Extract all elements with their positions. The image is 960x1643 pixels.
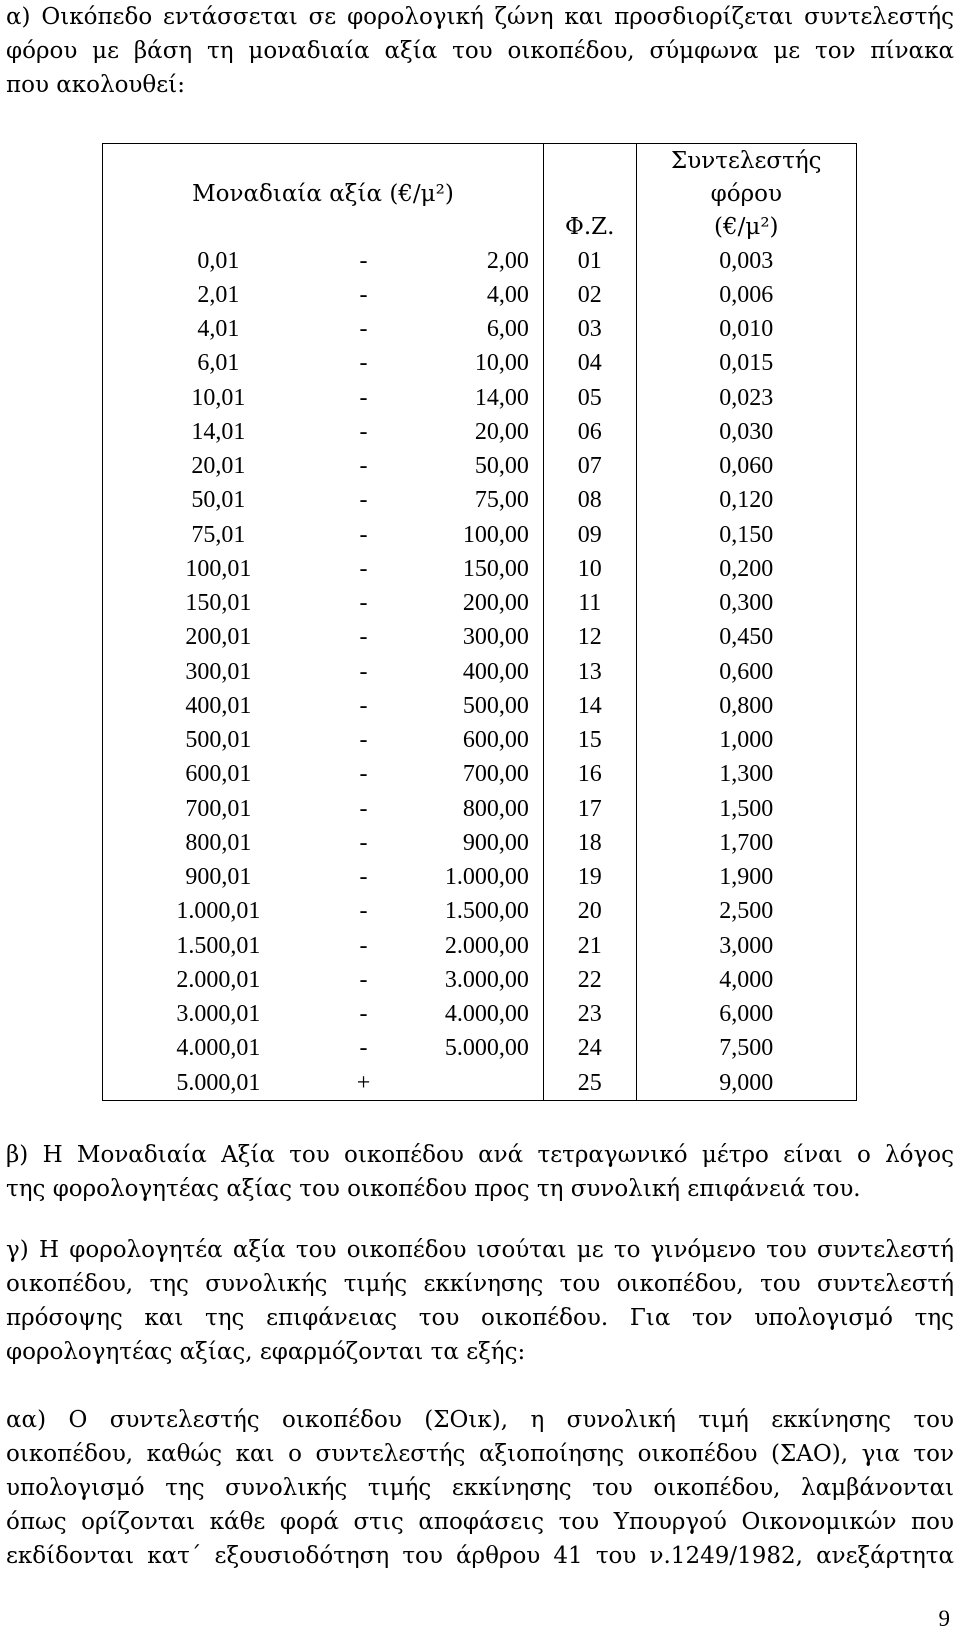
header-zone bbox=[543, 144, 636, 245]
cell-separator: - bbox=[359, 418, 368, 445]
cell-rate: 0,800 bbox=[636, 689, 856, 723]
table-row bbox=[103, 655, 857, 689]
cell-from: 0,01 bbox=[103, 244, 334, 278]
cell-zone: 23 bbox=[543, 998, 636, 1032]
cell-separator: - bbox=[359, 487, 368, 514]
cell-from: 600,01 bbox=[103, 758, 334, 792]
cell-rate: 0,450 bbox=[636, 621, 856, 655]
cell-zone: 24 bbox=[543, 1032, 636, 1066]
table-row bbox=[103, 998, 857, 1032]
cell-zone: 06 bbox=[543, 415, 636, 449]
cell-to: 100,00 bbox=[462, 521, 529, 548]
cell-zone: 11 bbox=[543, 587, 636, 621]
paragraph-aa-line: υπολογισμό της συνολικής τιμής εκκίνησης του οικοπέδου, λαμβάνονται bbox=[6, 1475, 954, 1501]
cell-zone: 21 bbox=[543, 929, 636, 963]
paragraph-b-line: β) Η Μοναδιαία Αξία του οικοπέδου ανά τετραγωνικό μέτρο είναι ο λόγος bbox=[6, 1142, 954, 1168]
cell-separator: + bbox=[334, 1066, 394, 1101]
cell-to: 700,00 bbox=[462, 761, 529, 788]
table-row bbox=[103, 381, 857, 415]
header-rate-line3: (€/μ²) bbox=[714, 213, 779, 240]
cell-to: 14,00 bbox=[474, 384, 529, 411]
cell-to: 3.000,00 bbox=[444, 966, 529, 993]
cell-rate: 1,700 bbox=[636, 826, 856, 860]
cell-zone: 15 bbox=[543, 724, 636, 758]
table-row bbox=[103, 792, 857, 826]
cell-rate: 0,200 bbox=[636, 552, 856, 586]
table-row bbox=[103, 278, 857, 312]
cell-rate: 0,120 bbox=[636, 484, 856, 518]
cell-zone: 17 bbox=[543, 792, 636, 826]
cell-from: 150,01 bbox=[103, 587, 334, 621]
paragraph-aa-line: οικοπέδου, καθώς και ο συντελεστής αξιοποίησης οικοπέδου (ΣΑΟ), για τον bbox=[6, 1441, 954, 1467]
cell-to bbox=[393, 1066, 543, 1101]
cell-rate: 0,023 bbox=[636, 381, 856, 415]
cell-zone: 04 bbox=[543, 347, 636, 381]
paragraph-c-line: πρόσοψης και της επιφάνειας του οικοπέδου. Για τον υπολογισμό της bbox=[6, 1305, 954, 1331]
header-rate bbox=[636, 144, 856, 245]
paragraph-a-line: α) Οικόπεδο εντάσσεται σε φορολογική ζώνη και προσδιορίζεται συντελεστής bbox=[6, 4, 954, 30]
header-unit-value-text: Μοναδιαία αξία (€/μ²) bbox=[192, 180, 454, 207]
header-rate-line2: φόρου bbox=[710, 180, 782, 207]
cell-rate: 0,010 bbox=[636, 313, 856, 347]
paragraph-aa-line: όπως ορίζονται κάθε φορά στις αποφάσεις του Υπουργού Οικονομικών που bbox=[6, 1509, 954, 1535]
cell-from: 2.000,01 bbox=[103, 963, 334, 997]
cell-separator: - bbox=[359, 966, 368, 993]
table-row bbox=[103, 1032, 857, 1066]
table-row bbox=[103, 621, 857, 655]
table-row bbox=[103, 484, 857, 518]
cell-rate: 0,060 bbox=[636, 450, 856, 484]
cell-to: 150,00 bbox=[462, 555, 529, 582]
cell-zone: 16 bbox=[543, 758, 636, 792]
table-row bbox=[103, 758, 857, 792]
cell-zone: 20 bbox=[543, 895, 636, 929]
cell-from: 3.000,01 bbox=[103, 998, 334, 1032]
cell-to: 10,00 bbox=[474, 350, 529, 377]
cell-separator: - bbox=[359, 590, 368, 617]
cell-separator: - bbox=[359, 1035, 368, 1062]
cell-to: 900,00 bbox=[462, 829, 529, 856]
table-row bbox=[103, 552, 857, 586]
table-row bbox=[103, 724, 857, 758]
cell-rate: 1,500 bbox=[636, 792, 856, 826]
cell-from: 6,01 bbox=[103, 347, 334, 381]
cell-rate: 1,300 bbox=[636, 758, 856, 792]
cell-separator: - bbox=[359, 864, 368, 891]
cell-rate: 0,006 bbox=[636, 278, 856, 312]
cell-separator: - bbox=[359, 316, 368, 343]
header-zone-text: Φ.Ζ. bbox=[565, 214, 615, 240]
cell-rate: 6,000 bbox=[636, 998, 856, 1032]
cell-separator: - bbox=[359, 658, 368, 685]
cell-separator: - bbox=[359, 829, 368, 856]
cell-to: 500,00 bbox=[462, 692, 529, 719]
cell-from: 800,01 bbox=[103, 826, 334, 860]
paragraph-aa-line: εκδίδονται κατ΄ εξουσιοδότηση του άρθρου 41 του ν.1249/1982, ανεξάρτητα bbox=[6, 1543, 954, 1569]
cell-zone: 22 bbox=[543, 963, 636, 997]
cell-rate: 0,015 bbox=[636, 347, 856, 381]
paragraph-aa-line: αα) Ο συντελεστής οικοπέδου (ΣΟικ), η συνολική τιμή εκκίνησης του bbox=[6, 1407, 954, 1433]
cell-separator: - bbox=[359, 453, 368, 480]
table-row bbox=[103, 518, 857, 552]
table-row bbox=[103, 347, 857, 381]
cell-rate: 7,500 bbox=[636, 1032, 856, 1066]
cell-separator: - bbox=[359, 624, 368, 651]
cell-to: 6,00 bbox=[486, 316, 529, 343]
cell-from: 10,01 bbox=[103, 381, 334, 415]
tax-rate-table bbox=[102, 143, 857, 1101]
cell-from: 1.000,01 bbox=[103, 895, 334, 929]
cell-from: 4.000,01 bbox=[103, 1032, 334, 1066]
cell-zone: 19 bbox=[543, 861, 636, 895]
cell-from: 200,01 bbox=[103, 621, 334, 655]
cell-from: 50,01 bbox=[103, 484, 334, 518]
paragraph-a-line: φόρου με βάση τη μοναδιαία αξία του οικοπέδου, σύμφωνα με τον πίνακα bbox=[6, 38, 954, 64]
paragraph-b-line: της φορολογητέας αξίας του οικοπέδου προς τη συνολική επιφάνειά του. bbox=[6, 1176, 861, 1202]
cell-to: 4,00 bbox=[486, 281, 529, 308]
paragraph-c-line: φορολογητέας αξίας, εφαρμόζονται τα εξής: bbox=[6, 1339, 526, 1365]
cell-to: 600,00 bbox=[462, 727, 529, 754]
cell-from: 14,01 bbox=[103, 415, 334, 449]
cell-from: 900,01 bbox=[103, 861, 334, 895]
cell-separator: - bbox=[359, 692, 368, 719]
cell-to: 400,00 bbox=[462, 658, 529, 685]
paragraph-aa bbox=[6, 1403, 954, 1573]
table-row bbox=[103, 1066, 857, 1101]
cell-to: 2.000,00 bbox=[444, 932, 529, 959]
table-body bbox=[103, 244, 857, 1101]
table-row bbox=[103, 895, 857, 929]
cell-to: 1.500,00 bbox=[444, 898, 529, 925]
cell-from: 700,01 bbox=[103, 792, 334, 826]
cell-separator: - bbox=[359, 727, 368, 754]
cell-zone: 08 bbox=[543, 484, 636, 518]
table-row bbox=[103, 450, 857, 484]
cell-rate: 1,000 bbox=[636, 724, 856, 758]
table-row bbox=[103, 313, 857, 347]
paragraph-c bbox=[6, 1233, 954, 1369]
cell-zone: 12 bbox=[543, 621, 636, 655]
cell-from: 20,01 bbox=[103, 450, 334, 484]
table-row bbox=[103, 689, 857, 723]
cell-zone: 02 bbox=[543, 278, 636, 312]
cell-zone: 01 bbox=[543, 244, 636, 278]
cell-separator: - bbox=[359, 281, 368, 308]
cell-separator: - bbox=[359, 384, 368, 411]
page-number: 9 bbox=[938, 1606, 950, 1631]
cell-from: 5.000,01 bbox=[103, 1066, 334, 1101]
cell-separator: - bbox=[359, 795, 368, 822]
table-row bbox=[103, 861, 857, 895]
table-row bbox=[103, 587, 857, 621]
cell-rate: 1,900 bbox=[636, 861, 856, 895]
cell-separator: - bbox=[359, 247, 368, 274]
cell-to: 5.000,00 bbox=[444, 1035, 529, 1062]
table-row bbox=[103, 963, 857, 997]
table-row bbox=[103, 826, 857, 860]
paragraph-a-line: που ακολουθεί: bbox=[6, 72, 185, 98]
cell-zone: 18 bbox=[543, 826, 636, 860]
paragraph-a bbox=[6, 0, 954, 102]
cell-separator: - bbox=[359, 521, 368, 548]
header-rate-line1: Συντελεστής bbox=[671, 147, 822, 174]
cell-from: 1.500,01 bbox=[103, 929, 334, 963]
paragraph-c-line: γ) Η φορολογητέα αξία του οικοπέδου ισούται με το γινόμενο του συντελεστή bbox=[6, 1237, 954, 1263]
cell-zone: 09 bbox=[543, 518, 636, 552]
cell-to: 2,00 bbox=[486, 247, 529, 274]
table-row bbox=[103, 929, 857, 963]
cell-from: 500,01 bbox=[103, 724, 334, 758]
cell-zone: 05 bbox=[543, 381, 636, 415]
cell-from: 100,01 bbox=[103, 552, 334, 586]
cell-separator: - bbox=[359, 350, 368, 377]
cell-to: 20,00 bbox=[474, 418, 529, 445]
cell-zone: 14 bbox=[543, 689, 636, 723]
cell-separator: - bbox=[359, 898, 368, 925]
cell-rate: 3,000 bbox=[636, 929, 856, 963]
cell-zone: 10 bbox=[543, 552, 636, 586]
table-row bbox=[103, 244, 857, 278]
cell-from: 300,01 bbox=[103, 655, 334, 689]
cell-rate: 0,300 bbox=[636, 587, 856, 621]
cell-from: 75,01 bbox=[103, 518, 334, 552]
cell-to: 200,00 bbox=[462, 590, 529, 617]
cell-rate: 9,000 bbox=[636, 1066, 856, 1101]
header-unit-value bbox=[103, 144, 544, 245]
cell-zone: 13 bbox=[543, 655, 636, 689]
cell-zone: 07 bbox=[543, 450, 636, 484]
table-row bbox=[103, 415, 857, 449]
paragraph-b bbox=[6, 1138, 954, 1206]
cell-to: 75,00 bbox=[474, 487, 529, 514]
cell-rate: 4,000 bbox=[636, 963, 856, 997]
cell-zone: 03 bbox=[543, 313, 636, 347]
cell-to: 4.000,00 bbox=[444, 1001, 529, 1028]
cell-from: 2,01 bbox=[103, 278, 334, 312]
cell-to: 1.000,00 bbox=[444, 864, 529, 891]
cell-separator: - bbox=[359, 555, 368, 582]
cell-rate: 0,600 bbox=[636, 655, 856, 689]
cell-separator: - bbox=[359, 761, 368, 788]
cell-to: 800,00 bbox=[462, 795, 529, 822]
cell-separator: - bbox=[359, 932, 368, 959]
cell-rate: 0,003 bbox=[636, 244, 856, 278]
cell-rate: 2,500 bbox=[636, 895, 856, 929]
cell-from: 400,01 bbox=[103, 689, 334, 723]
cell-to: 300,00 bbox=[462, 624, 529, 651]
cell-to: 50,00 bbox=[474, 453, 529, 480]
cell-rate: 0,150 bbox=[636, 518, 856, 552]
cell-separator: - bbox=[359, 1001, 368, 1028]
cell-rate: 0,030 bbox=[636, 415, 856, 449]
cell-from: 4,01 bbox=[103, 313, 334, 347]
paragraph-c-line: οικοπέδου, της συνολικής τιμής εκκίνησης του οικοπέδου, του συντελεστή bbox=[6, 1271, 954, 1297]
cell-zone: 25 bbox=[543, 1066, 636, 1101]
